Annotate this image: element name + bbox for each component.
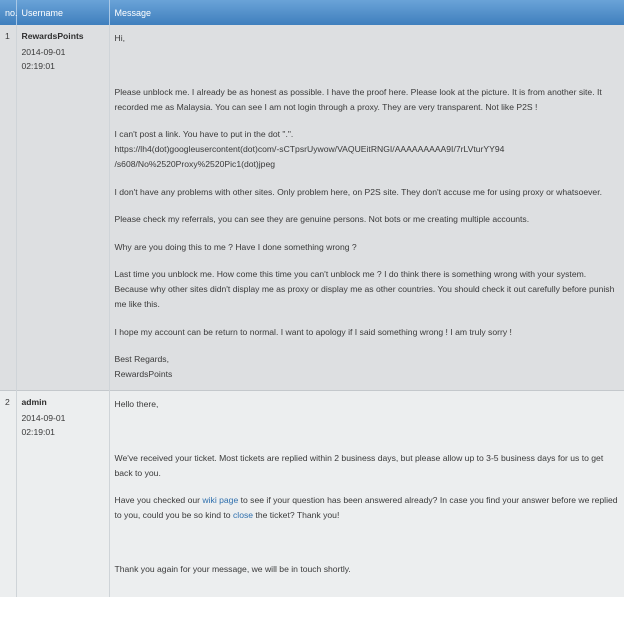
message-paragraph-link-info: [115, 127, 620, 172]
column-header-message[interactable]: Message: [109, 0, 624, 25]
timestamp: [22, 45, 104, 73]
user-cell: [16, 391, 109, 598]
message-paragraph: Why are you doing this to me ? Have I done something wrong ?: [114, 241, 357, 252]
row-number: 2: [0, 391, 16, 598]
message-paragraph: Please check my referrals, you can see they are genuine persons. Not bots or me creating multiple accounts.: [114, 214, 530, 224]
post-time: 02:19:01: [21, 61, 55, 71]
table-row: [0, 25, 624, 391]
signature-name: RewardsPoints: [114, 369, 173, 379]
message-cell: [109, 391, 624, 598]
message-paragraph: Thank you again for your message, we will be in touch shortly.: [114, 563, 351, 574]
message-spacer: [115, 425, 620, 451]
row-number: 1: [0, 25, 16, 391]
message-paragraph-with-links: [115, 493, 620, 523]
message-paragraph: We've received your ticket. Most tickets are replied within 2 business days, but please allow up to 3-5 business days for us to get back to you.: [114, 452, 604, 478]
message-greeting: Hello there,: [114, 399, 159, 409]
post-date: 2014-09-01: [21, 413, 66, 423]
message-paragraph: I don't have any problems with other sites. Only problem here, on P2S site. They don't accuse me for using proxy or whatsoever.: [114, 186, 602, 197]
message-signature: [115, 352, 620, 382]
message-text: the ticket? Thank you!: [253, 510, 340, 520]
message-text: Have you checked our: [114, 495, 203, 505]
column-header-no[interactable]: no.: [0, 0, 16, 25]
message-paragraph: Last time you unblock me. How come this time you can't unblock me ? I do think there is something wrong with your system. Because why other sites didn't display me as proxy or display me as other countries. You should check it out carefully before punish me like this.: [114, 269, 615, 309]
wiki-page-link[interactable]: wiki page: [202, 495, 239, 505]
message-spacer: [115, 59, 620, 85]
column-header-username[interactable]: Username: [16, 0, 109, 25]
message-paragraph: I hope my account can be return to normal. I want to apology if I said something wrong ! I am truly sorry !: [114, 326, 512, 337]
timestamp: [22, 411, 104, 439]
close-ticket-link[interactable]: close: [232, 510, 254, 520]
message-paragraph: Please unblock me. I already be as honest as possible. I have the proof here. Please look at the picture. It is from another site. It recorded me as Malaysia. You can see I am not login through a proxy. They are very transparent. Not like P2S !: [114, 86, 602, 112]
message-greeting: Hi,: [114, 33, 126, 43]
message-text: to see if your question has been answered already? In case you find your answer before we replied to you, could you be so kind to: [114, 495, 618, 520]
signoff: Best Regards,: [114, 354, 169, 364]
message-line: I can't post a link. You have to put in the dot ".".: [114, 129, 294, 139]
message-cell: [109, 25, 624, 391]
username: admin: [21, 397, 47, 407]
table-header-row: [0, 0, 624, 25]
message-url-line: /s608/No%2520Proxy%2520Pic1(dot)jpeg: [114, 159, 276, 169]
table-row: [0, 391, 624, 598]
user-cell: [16, 25, 109, 391]
post-time: 02:19:01: [21, 427, 55, 437]
username: RewardsPoints: [21, 31, 84, 41]
message-url-line: https://lh4(dot)googleusercontent(dot)com/-sCTpsrUywow/VAQUEitRNGI/AAAAAAAAA9I/7rLVturYY94: [114, 144, 505, 154]
message-spacer: [115, 536, 620, 562]
post-date: 2014-09-01: [21, 47, 66, 57]
